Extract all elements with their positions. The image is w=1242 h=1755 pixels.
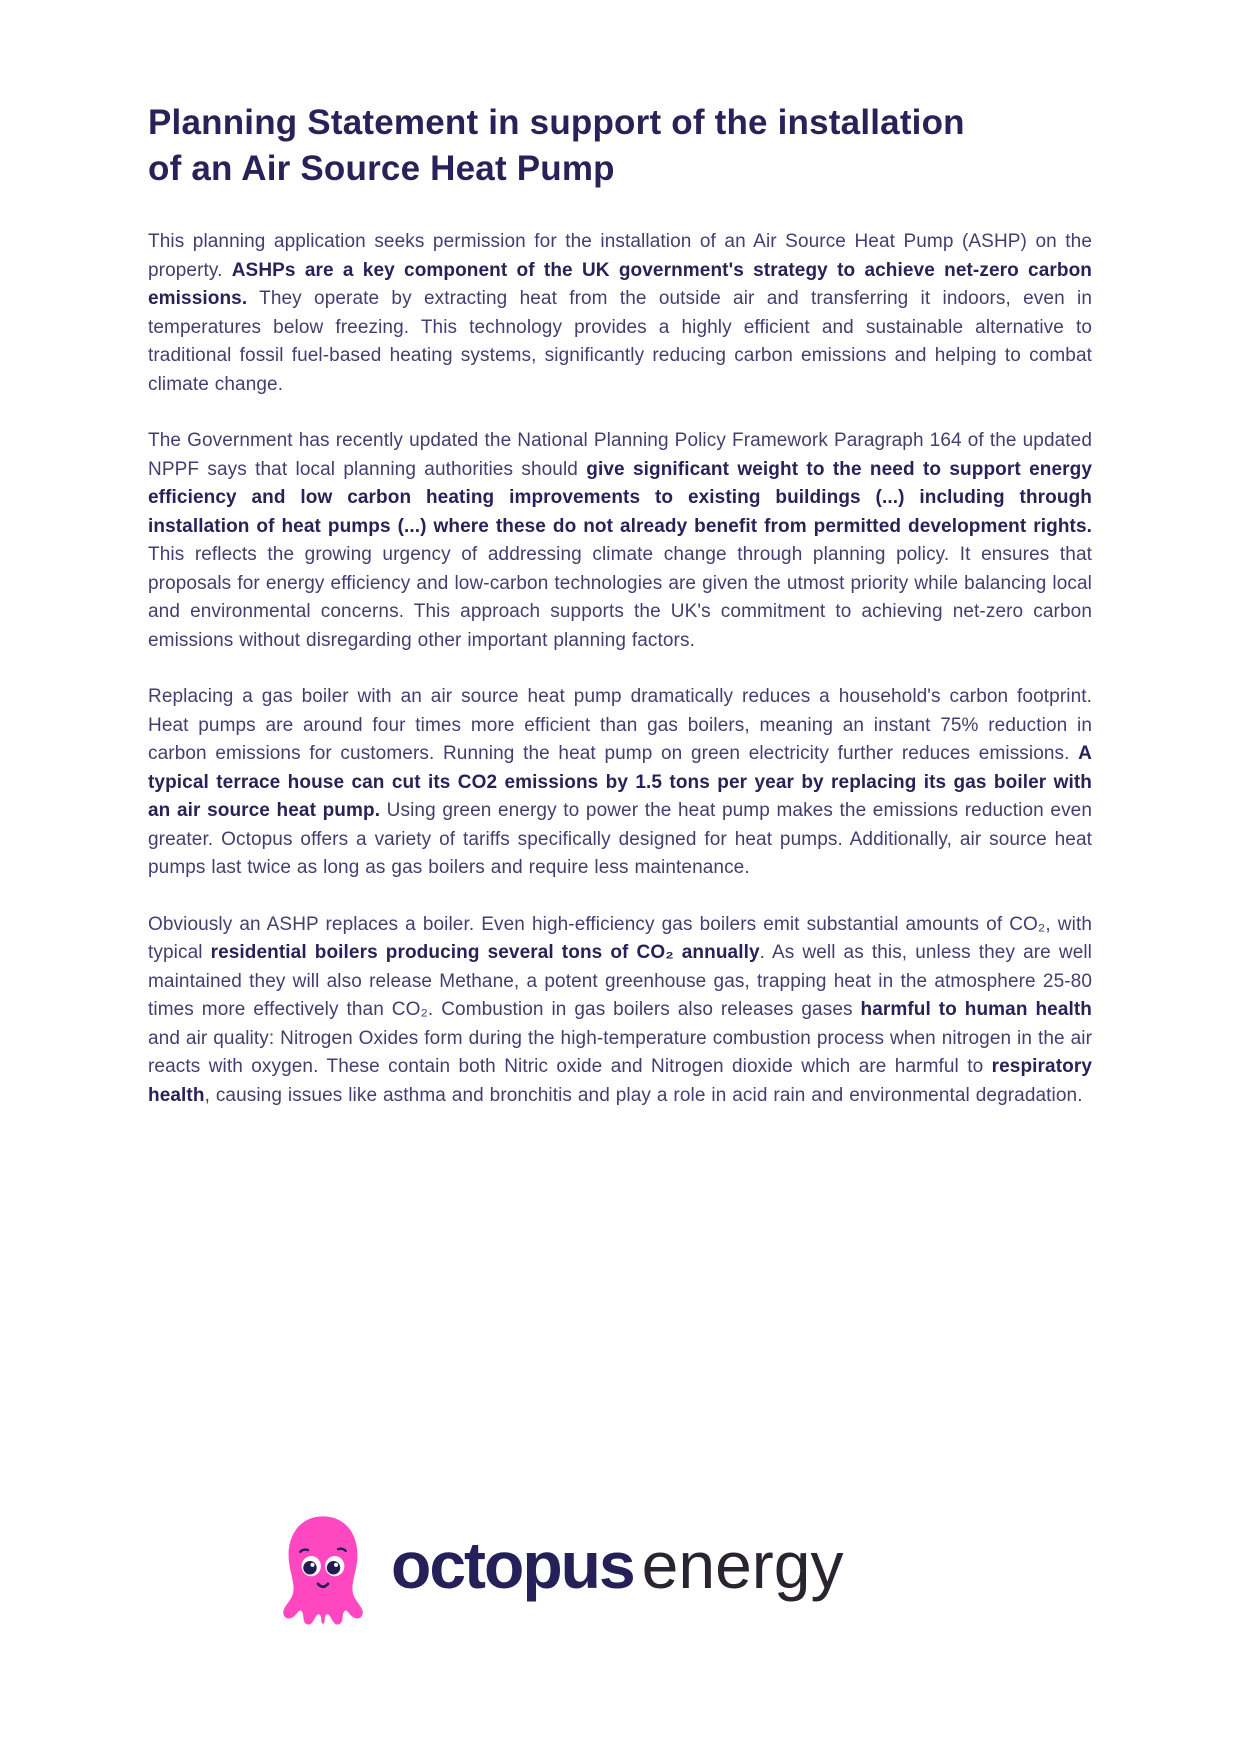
paragraph-intro bbox=[148, 228, 1092, 399]
page-title bbox=[148, 100, 1092, 192]
octopus-energy-logo bbox=[281, 1513, 843, 1631]
text-run-bold: harmful to human health bbox=[860, 999, 1092, 1020]
text-run: and air quality: Nitrogen Oxides form during the high-temperature combustion process when nitrogen in the air reacts with oxygen. These contain both Nitric oxide and Nitrogen dioxide which are harmful to bbox=[148, 1027, 1092, 1077]
text-run: This planning application seeks permission for the installation of an Air Source Heat Pump (ASHP) on the property. bbox=[148, 231, 1092, 281]
page-title-line1: Planning Statement in support of the installation bbox=[148, 103, 965, 142]
paragraph-nppf-policy bbox=[148, 427, 1092, 655]
text-run: The Government has recently updated the National Planning Policy Framework Paragraph 164 of the updated NPPF says that local planning authorities should bbox=[148, 430, 1092, 480]
paragraph-carbon-savings bbox=[148, 683, 1092, 883]
document-content bbox=[148, 0, 1092, 1110]
text-run: . As well as this, unless they are well maintained they will also release Methane, a potent greenhouse gas, trapping heat in the atmosphere 25-80 times more effectively than CO₂. Combustion in gas boilers also releases gases bbox=[148, 942, 1093, 1020]
paragraph-boiler-emissions bbox=[148, 911, 1092, 1111]
logo-text-octopus: octopus bbox=[391, 1528, 634, 1602]
octopus-mascot-icon bbox=[281, 1513, 365, 1631]
text-run: Using green energy to power the heat pump makes the emissions reduction even greater. Octopus offers a variety of tariffs specifically designed for heat pumps. Additionally, air source heat pumps last twice as long as gas boilers and require less maintenance. bbox=[148, 800, 1092, 878]
page-title-line2: of an Air Source Heat Pump bbox=[148, 149, 615, 188]
logo-wordmark bbox=[391, 1528, 844, 1612]
text-run: Replacing a gas boiler with an air source heat pump dramatically reduces a household's carbon footprint. Heat pumps are around four times more efficient than gas boilers, meaning an instant 75% reduction in carbon emissions for customers. Running the heat pump on green electricity further reduces emissions. bbox=[148, 686, 1092, 764]
text-run: Obviously an ASHP replaces a boiler. Even high-efficiency gas boilers emit substantial amounts of CO₂, with typical bbox=[148, 913, 1092, 963]
text-run-bold: A typical terrace house can cut its CO2 emissions by 1.5 tons per year by replacing its gas boiler with an air source heat pump. bbox=[148, 743, 1092, 821]
text-run: They operate by extracting heat from the outside air and transferring it indoors, even in temperatures below freezing. This technology provides a highly efficient and sustainable alternative to traditional fossil fuel-based heating systems, significantly reducing carbon emissions and helping to combat climate change. bbox=[148, 288, 1092, 395]
text-run: This reflects the growing urgency of addressing climate change through planning policy. It ensures that proposals for energy efficiency and low-carbon technologies are given the utmost priority while balancing local and environmental concerns. This approach supports the UK's commitment to achieving net-zero carbon emissions without disregarding other important planning factors. bbox=[148, 544, 1092, 651]
text-run: , causing issues like asthma and bronchitis and play a role in acid rain and environmental degradation. bbox=[204, 1084, 1083, 1106]
text-run-bold: residential boilers producing several tons of CO₂ annually bbox=[210, 942, 760, 963]
text-run-bold: respiratory health bbox=[148, 1056, 1092, 1106]
text-run-bold: give significant weight to the need to support energy efficiency and low carbon heating improvements to existing buildings (...) including through installation of heat pumps (...) where these do not already benefit from permitted development rights. bbox=[148, 458, 1093, 537]
text-run-bold: ASHPs are a key component of the UK government's strategy to achieve net-zero carbon emissions. bbox=[148, 259, 1092, 309]
logo-text-energy: energy bbox=[641, 1528, 844, 1602]
